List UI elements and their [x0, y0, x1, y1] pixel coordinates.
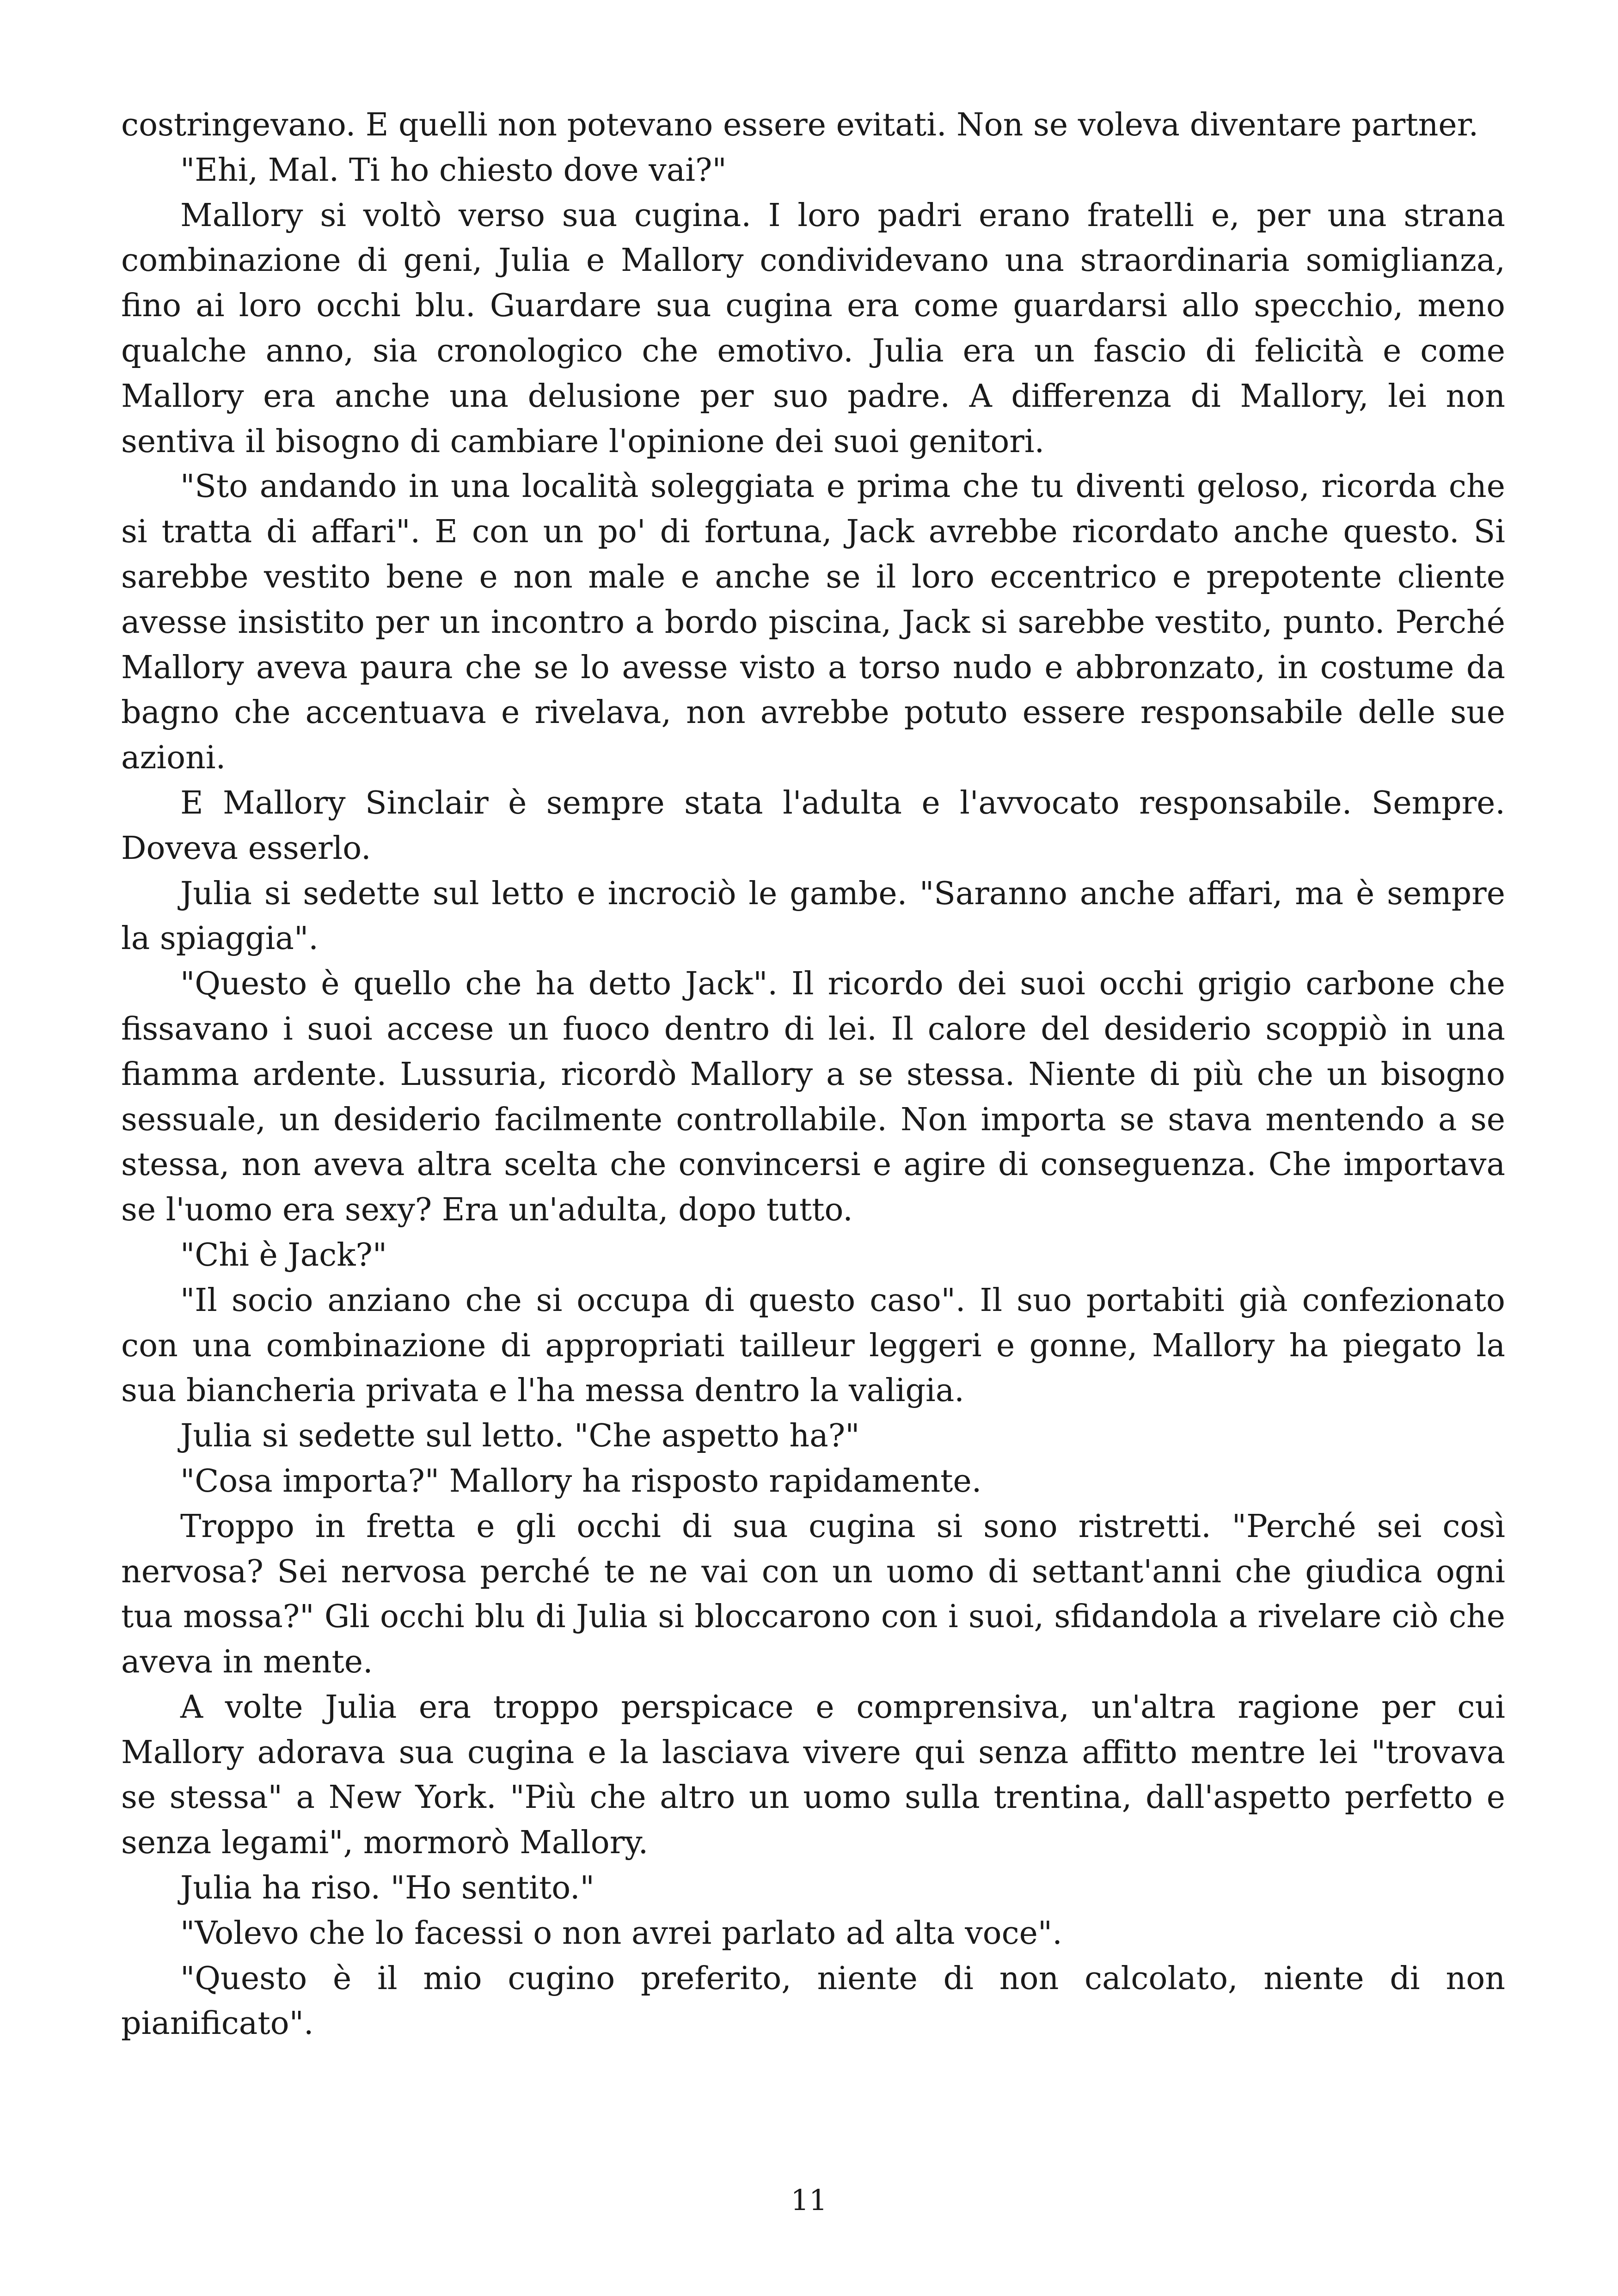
paragraph: "Questo è il mio cugino preferito, niente di non calcolato, niente di non pianificato". [121, 1960, 1505, 2042]
paragraph: Mallory si voltò verso sua cugina. I loro padri erano fratelli e, per una strana combinazione di geni, Julia e Mallory condividevano una straordinaria somiglianza, fino ai loro occhi blu. Guardare sua cugina era come guardarsi allo specchio, meno qualche anno, sia cronologico che emotivo. Julia era un fascio di felicità e come Mallory era anche una delusione per suo padre. A differenza di Mallory, lei non sentiva il bisogno di cambiare l'opinione dei suoi genitori. [121, 197, 1505, 460]
paragraph: "Sto andando in una località soleggiata e prima che tu diventi geloso, ricorda che si tratta di affari". E con un po' di fortuna, Jack avrebbe ricordato anche questo. Si sarebbe vestito bene e non male e anche se il loro eccentrico e prepotente cliente avesse insistito per un incontro a bordo piscina, Jack si sarebbe vestito, punto. Perché Mallory aveva paura che se lo avesse visto a torso nudo e abbronzato, in costume da bagno che accentuava e rivelava, non avrebbe potuto essere responsabile delle sue azioni. [121, 468, 1505, 777]
paragraph: "Chi è Jack?" [180, 1237, 387, 1274]
paragraph: "Questo è quello che ha detto Jack". Il ricordo dei suoi occhi grigio carbone che fissavano i suoi accese un fuoco dentro di lei. Il calore del desiderio scoppiò in una fiamma ardente. Lussuria, ricordò Mallory a se stessa. Niente di più che un bisogno sessuale, un desiderio facilmente controllabile. Non importa se stava mentendo a se stessa, non aveva altra scelta che convincersi e agire di conseguenza. Che importava se l'uomo era sexy? Era un'adulta, dopo tutto. [121, 966, 1505, 1229]
paragraph: Julia ha riso. "Ho sentito." [180, 1870, 594, 1907]
body-text [121, 103, 1505, 2046]
paragraph: "Il socio anziano che si occupa di questo caso". Il suo portabiti già confezionato con una combinazione di appropriati tailleur leggeri e gonne, Mallory ha piegato la sua biancheria privata e l'ha messa dentro la valigia. [121, 1282, 1505, 1409]
paragraph: "Cosa importa?" Mallory ha risposto rapidamente. [180, 1463, 982, 1500]
paragraph: Troppo in fretta e gli occhi di sua cugina si sono ristretti. "Perché sei così nervosa? Sei nervosa perché te ne vai con un uomo di settant'anni che giudica ogni tua mossa?" Gli occhi blu di Julia si bloccarono con i suoi, sfidandola a rivelare ciò che aveva in mente. [121, 1508, 1505, 1681]
paragraph: Julia si sedette sul letto e incrociò le gambe. "Saranno anche affari, ma è sempre la spiaggia". [121, 875, 1505, 957]
paragraph: "Volevo che lo facessi o non avrei parlato ad alta voce". [180, 1915, 1062, 1952]
paragraph: costringevano. E quelli non potevano essere evitati. Non se voleva diventare partner. [121, 107, 1479, 143]
paragraph: "Ehi, Mal. Ti ho chiesto dove vai?" [180, 152, 727, 189]
page-number: 11 [791, 2183, 827, 2217]
paragraph: A volte Julia era troppo perspicace e comprensiva, un'altra ragione per cui Mallory adorava sua cugina e la lasciava vivere qui senza affitto mentre lei "trovava se stessa" a New York. "Più che altro un uomo sulla trentina, dall'aspetto perfetto e senza legami", mormorò Mallory. [121, 1689, 1505, 1861]
paragraph: Julia si sedette sul letto. "Che aspetto ha?" [180, 1418, 860, 1455]
paragraph: E Mallory Sinclair è sempre stata l'adulta e l'avvocato responsabile. Sempre. Doveva esserlo. [121, 784, 1505, 867]
